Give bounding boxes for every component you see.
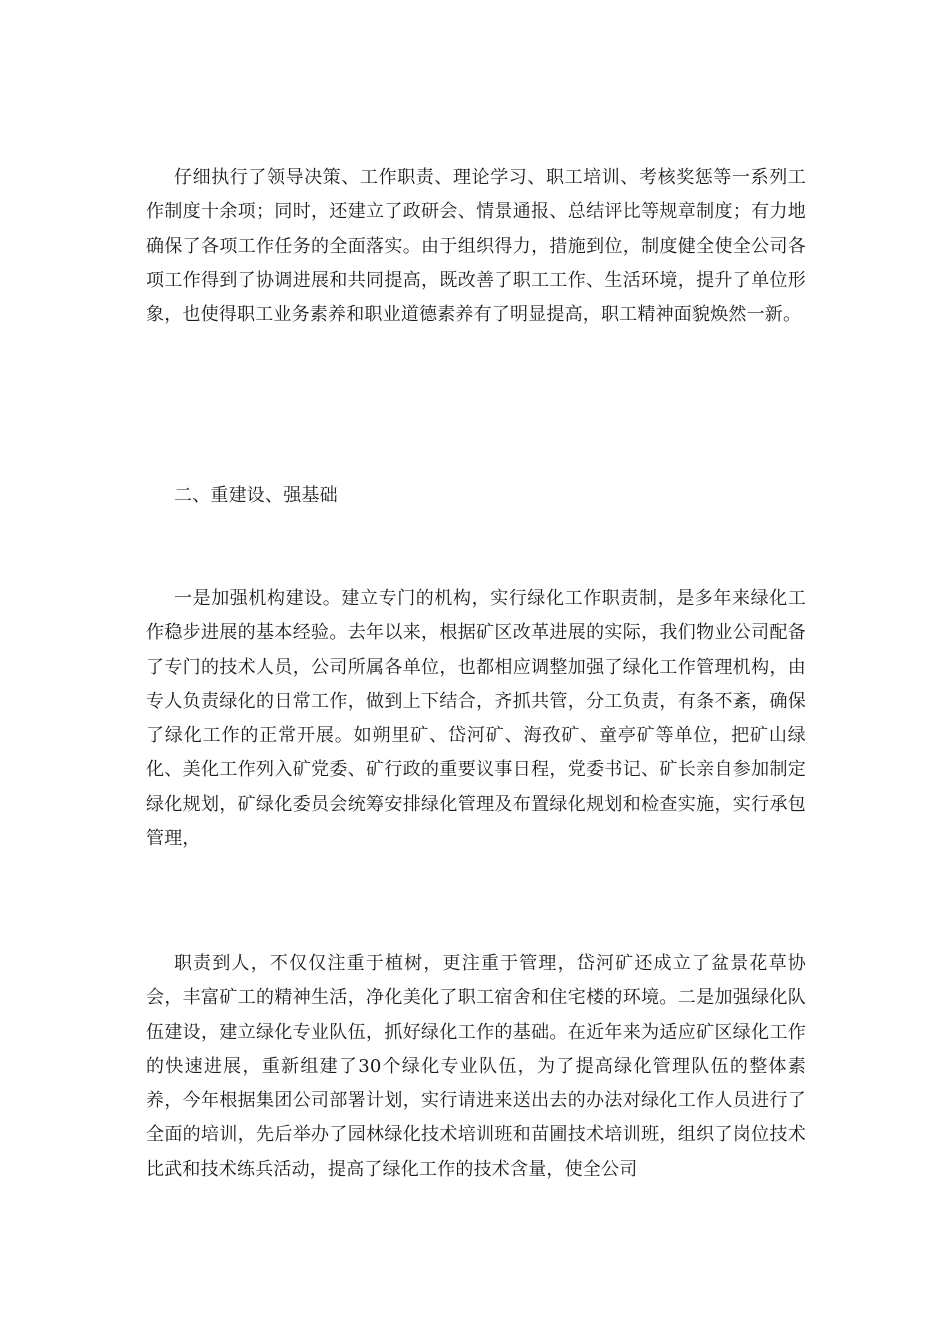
- body-paragraph-3: 职责到人，不仅仅注重于植树，更注重于管理，岱河矿还成立了盆景花草协会，丰富矿工的精神生活，净化美化了职工宿舍和住宅楼的环境。二是加强绿化队伍建设，建立绿化专业队伍，抓好绿化工作的基础。在近年来为适应矿区绿化工作的快速进展，重新组建了30个绿化专业队伍，为了提高绿化管理队伍的整体素养，今年根据集团公司部署计划，实行请进来送出去的办法对绿化工作人员进行了全面的培训，先后举办了园林绿化技术培训班和苗圃技术培训班，组织了岗位技术比武和技术练兵活动，提高了绿化工作的技术含量，使全公司: [146, 953, 806, 1180]
- section-heading: 二、重建设、强基础: [174, 485, 338, 506]
- body-paragraph-2: 一是加强机构建设。建立专门的机构，实行绿化工作职责制，是多年来绿化工作稳步进展的基本经验。去年以来，根据矿区改革进展的实际，我们物业公司配备了专门的技术人员，公司所属各单位，也都相应调整加强了绿化工作管理机构，由专人负责绿化的日常工作，做到上下结合，齐抓共管，分工负责，有条不紊，确保了绿化工作的正常开展。如朔里矿、岱河矿、海孜矿、童亭矿等单位，把矿山绿化、美化工作列入矿党委、矿行政的重要议事日程，党委书记、矿长亲自参加制定绿化规划，矿绿化委员会统筹安排绿化管理及布置绿化规划和检查实施，实行承包管理，: [146, 588, 806, 850]
- body-paragraph-1: 仔细执行了领导决策、工作职责、理论学习、职工培训、考核奖惩等一系列工作制度十余项；同时，还建立了政研会、情景通报、总结评比等规章制度；有力地确保了各项工作任务的全面落实。由于组织得力，措施到位，制度健全使全公司各项工作得到了协调进展和共同提高，既改善了职工工作、生活环境，提升了单位形象，也使得职工业务素养和职业道德素养有了明显提高，职工精神面貌焕然一新。: [146, 167, 806, 326]
